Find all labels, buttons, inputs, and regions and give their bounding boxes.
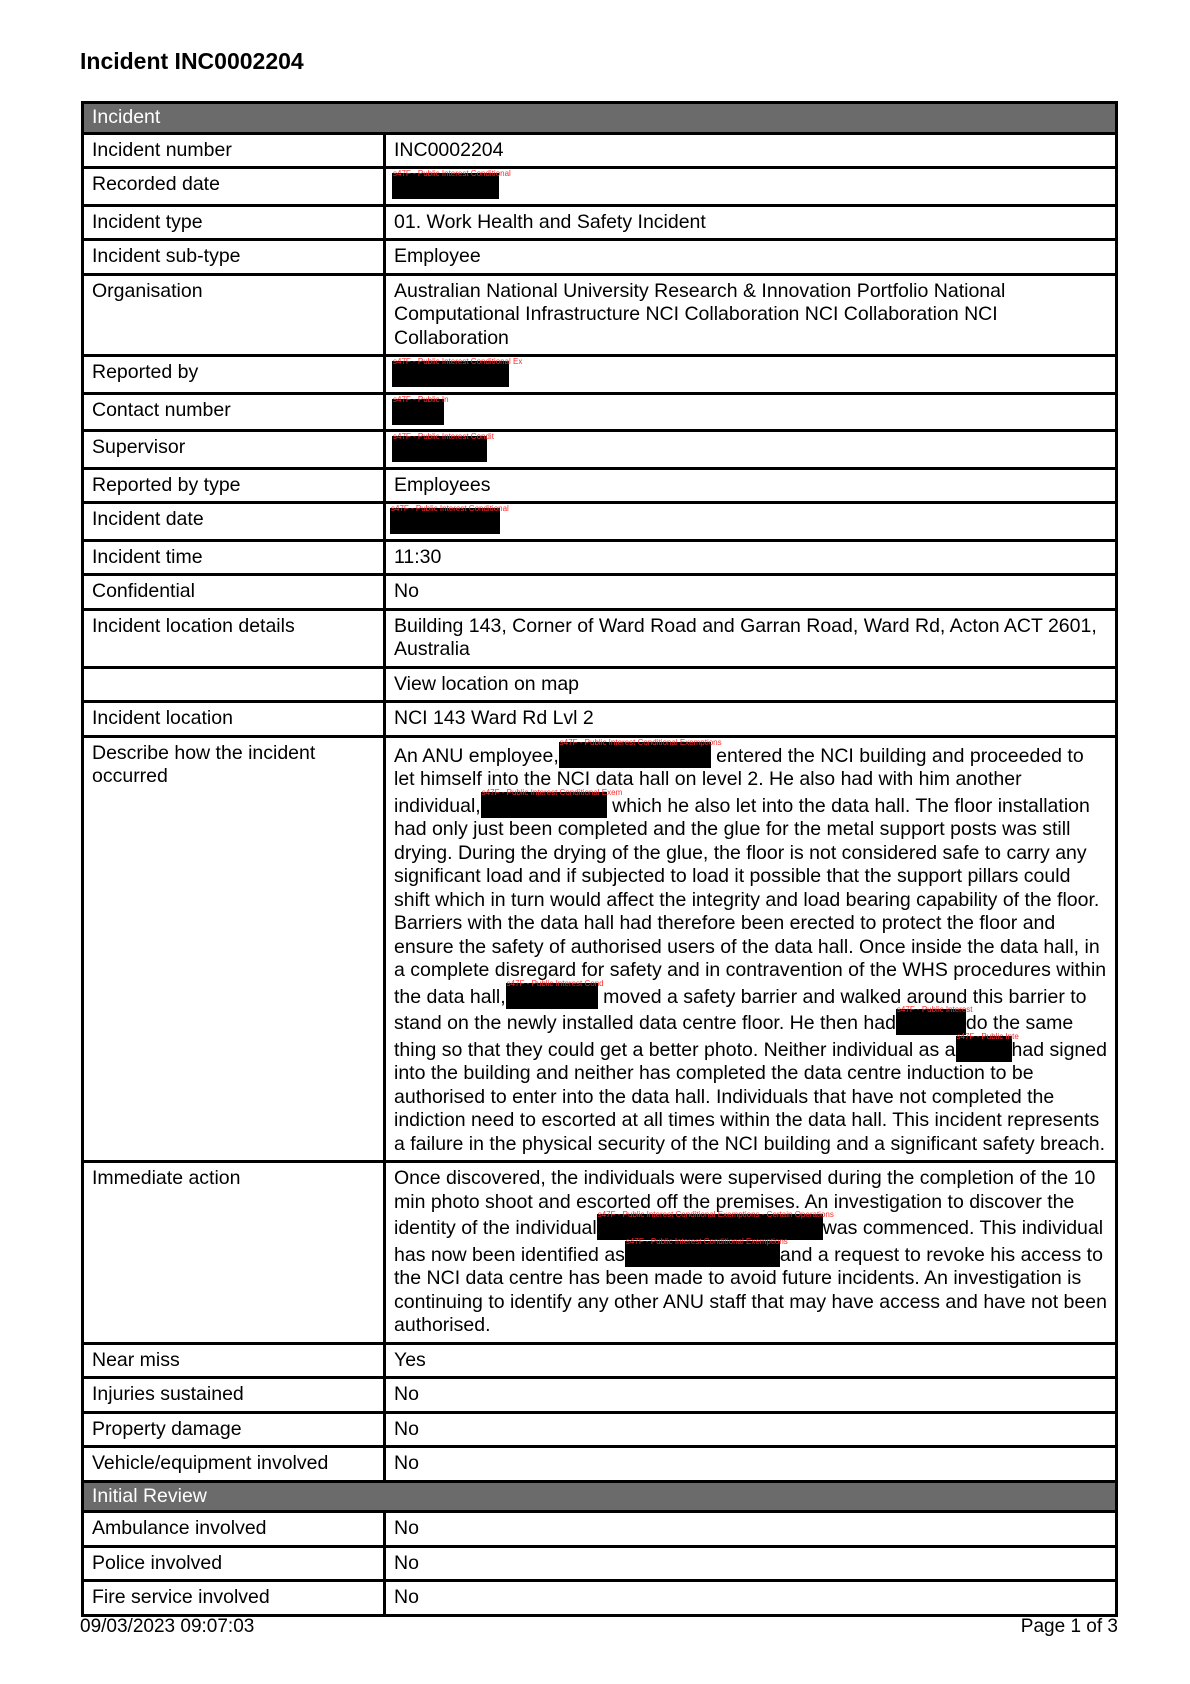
row-incident-type [83,205,1117,240]
field-label: Confidential [83,575,385,610]
row-incident-number [83,133,1117,168]
section-header-initial-review [83,1481,1117,1512]
field-label: Organisation [83,274,385,356]
redaction-tag: s47F - Public Interest Conditional Exemptions [625,1236,788,1246]
field-label: Incident type [83,205,385,240]
field-value: No [385,1512,1117,1547]
redaction-tag: s47F - Public Interest Conditional [393,169,511,178]
section-header-incident [83,103,1117,134]
field-value [385,431,1117,469]
section-title: Incident [83,103,1117,134]
field-value: No [385,575,1117,610]
field-value: INC0002204 [385,133,1117,168]
redaction-box [559,737,722,768]
redaction-tag: s47F - Public Interest Conditional Ex [393,357,523,366]
field-label: Injuries sustained [83,1378,385,1413]
text-segment: was commenced. This individual has now been identified as [394,1217,1104,1266]
text-segment: which he also let into the data hall. The floor installation had only just been completed and the glue for the metal support posts was still drying. During the drying of the glue, the floor is not considered safe to carry any significant load and if subjected to load it possible that the support pillars could shift which in turn would affect the integrity and load bearing capability of the floor. Barriers with the data hall had therefore been erected to protect the floor and ensure the safety of authorised users of the data hall. Once inside the data hall, in a complete disregard for safety and in contravention of the WHS procedures within the data hall, [394,794,1107,1008]
field-value: Employees [385,468,1117,503]
section-title: Initial Review [83,1481,1117,1512]
field-label: Incident number [83,133,385,168]
row-confidential [83,575,1117,610]
field-value: Employee [385,240,1117,275]
field-value: 01. Work Health and Safety Incident [385,205,1117,240]
field-label: Fire service involved [83,1581,385,1616]
field-label: Property damage [83,1412,385,1447]
field-value [385,356,1117,394]
row-incident-date [83,503,1117,541]
redaction-box [392,169,511,199]
field-value [385,393,1117,431]
field-value [385,736,1117,1162]
text-segment: do the same thing so that they could get a better photo. Neither individual as a [394,1012,1074,1061]
redaction-box [625,1236,788,1267]
field-label [83,667,385,702]
redaction-box [896,1005,973,1035]
text-segment: and a request to revoke his access to the NCI data centre has been made to avoid future incidents. An investigation is continuing to identify any other ANU staff that may have access and have not been authorised. [394,1243,1107,1336]
field-value: Building 143, Corner of Ward Road and Garran Road, Ward Rd, Acton ACT 2601, Australia [385,609,1117,667]
row-reported-by [83,356,1117,394]
field-label: Reported by [83,356,385,394]
redaction-box [481,787,623,818]
row-fire [83,1581,1117,1616]
field-value [385,503,1117,541]
field-label: Immediate action [83,1162,385,1344]
footer-timestamp: 09/03/2023 09:07:03 [80,1616,255,1637]
row-organisation [83,274,1117,356]
row-near-miss [83,1343,1117,1378]
field-label: Contact number [83,393,385,431]
field-value: No [385,1546,1117,1581]
field-label: Near miss [83,1343,385,1378]
text-segment: Once discovered, the individuals were supervised during the completion of the 10 min photo shoot and escorted off the premises. An investigation to discover the identity of the individual [394,1167,1096,1239]
row-map-link [83,667,1117,702]
redaction-tag: s47F - Public Interest Condit [393,432,494,441]
field-label: Ambulance involved [83,1512,385,1547]
field-value: Yes [385,1343,1117,1378]
redaction-box [392,394,449,425]
field-value [385,168,1117,206]
field-value: Australian National University Research & Innovation Portfolio National Computational Infrastructure NCI Collaboration NCI Collaboration NCI Collaboration [385,274,1117,356]
row-supervisor [83,431,1117,469]
redaction-box [392,432,494,462]
row-immediate-action [83,1162,1117,1344]
row-property-damage [83,1412,1117,1447]
redaction-tag: s47F - Public In [393,394,449,404]
row-incident-time [83,540,1117,575]
field-value: No [385,1447,1117,1482]
field-label: Vehicle/equipment involved [83,1447,385,1482]
field-label: Incident location [83,702,385,737]
text-segment: entered the NCI building and proceeded to let himself into the NCI data hall on level 2. He also had with him another individual, [394,744,1084,817]
field-label: Incident date [83,503,385,541]
row-ambulance [83,1512,1117,1547]
redaction-tag: s47F - Public Inte [956,1031,1019,1041]
row-incident-location [83,702,1117,737]
field-value [385,1162,1117,1344]
field-label: Describe how the incident occurred [83,736,385,1162]
field-value: No [385,1581,1117,1616]
redaction-box [956,1031,1019,1062]
field-value: NCI 143 Ward Rd Lvl 2 [385,702,1117,737]
row-describe [83,736,1117,1162]
row-vehicle [83,1447,1117,1482]
redaction-tag: s47F - Public Interest [896,1005,973,1014]
redaction-tag: s47F - Public Interest Conditional Exemptions - Certain Operations [597,1210,834,1219]
redaction-box [506,978,604,1009]
row-location-details [83,609,1117,667]
row-contact-number [83,393,1117,431]
field-label: Incident sub-type [83,240,385,275]
text-segment: An ANU employee, [394,744,559,767]
row-police [83,1546,1117,1581]
field-value: 11:30 [385,540,1117,575]
row-injuries [83,1378,1117,1413]
text-segment: had signed into the building and neither has completed the data centre induction to be authorised to enter into the data hall. Individuals that have not completed the indiction need to escorted at all times within the data hall. This incident represents a failure in the physical security of the NCI building and a significant safety breach. [394,1038,1107,1155]
row-incident-subtype [83,240,1117,275]
field-label: Recorded date [83,168,385,206]
field-label: Supervisor [83,431,385,469]
field-label: Incident location details [83,609,385,667]
field-value: No [385,1378,1117,1413]
redaction-box [392,357,523,387]
incident-table [81,101,1118,1617]
view-map-link[interactable]: View location on map [385,667,1117,702]
field-label: Police involved [83,1546,385,1581]
field-label: Incident time [83,540,385,575]
row-recorded-date [83,168,1117,206]
field-label: Reported by type [83,468,385,503]
row-reported-by-type [83,468,1117,503]
redaction-box [390,504,509,534]
footer-page-number: Page 1 of 3 [1020,1616,1118,1637]
redaction-tag: s47F - Public Interest Cond [506,978,604,988]
redaction-tag: s47F - Public Interest Conditional [391,504,509,513]
redaction-tag: s47F - Public Interest Conditional Exemptions [559,737,722,747]
field-value: No [385,1412,1117,1447]
redaction-tag: s47F - Public Interest Conditional Exem [481,787,623,797]
page-title: Incident INC0002204 [80,48,304,74]
text-segment: moved a safety barrier and walked around this barrier to stand on the newly installed data centre floor. He then had [394,985,1087,1034]
